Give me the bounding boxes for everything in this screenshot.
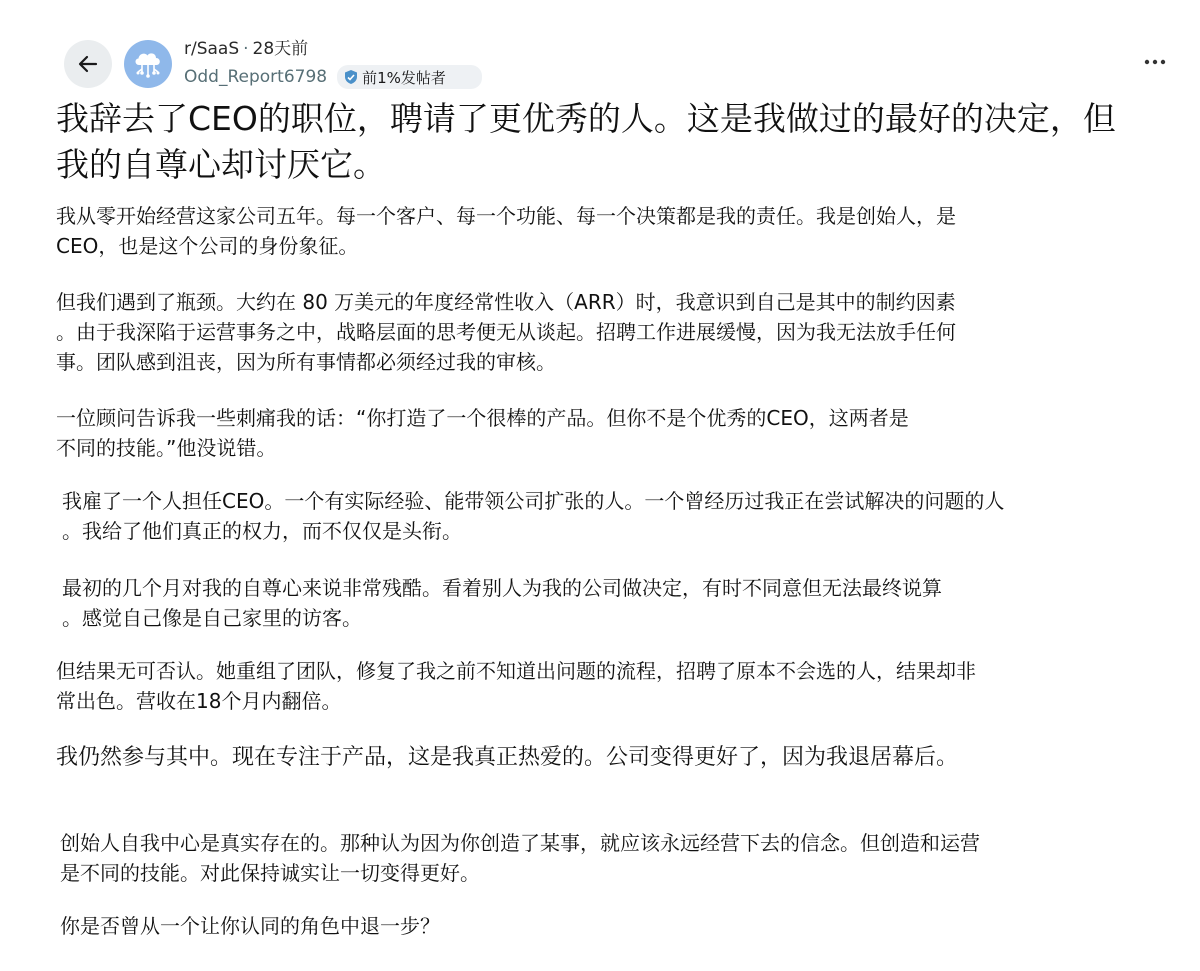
more-options-button[interactable] — [1140, 50, 1170, 74]
post-meta — [184, 38, 482, 89]
back-button[interactable] — [64, 40, 112, 88]
post-paragraph-8: 创始人自我中心是真实存在的。那种认为因为你创造了某事，就应该永远经营下去的信念。但创造和运营 是不同的技能。对此保持诚实让一切变得更好。 — [60, 831, 980, 885]
subreddit-link[interactable]: r/SaaS — [184, 39, 240, 59]
post-paragraph-4: 我雇了一个人担任CEO。一个有实际经验、能带领公司扩张的人。一个曾经历过我正在尝试解决的问题的人 。我给了他们真正的权力，而不仅仅是头衔。 — [62, 489, 1005, 543]
post-paragraph-5: 最初的几个月对我的自尊心来说非常残酷。看着别人为我的公司做决定，有时不同意但无法最终说算 。感觉自己像是自己家里的访客。 — [62, 576, 942, 630]
shield-badge-icon — [343, 69, 359, 85]
cloud-network-icon — [128, 44, 168, 84]
separator: · — [243, 39, 249, 59]
post-paragraph-7: 我仍然参与其中。现在专注于产品，这是我真正热爱的。公司变得更好了，因为我退居幕后。 — [56, 745, 959, 770]
post-time: 28天前 — [252, 39, 309, 59]
post-paragraph-1: 我从零开始经营这家公司五年。每一个客户、每一个功能、每一个决策都是我的责任。我是创始人，是 CEO，也是这个公司的身份象征。 — [56, 204, 956, 258]
arrow-left-icon — [76, 52, 100, 76]
post-paragraph-9: 你是否曾从一个让你认同的角色中退一步？ — [60, 914, 440, 938]
subreddit-avatar[interactable] — [124, 40, 172, 88]
more-horizontal-icon — [1144, 59, 1166, 65]
post-title: 我辞去了CEO的职位，聘请了更优秀的人。这是我做过的最好的决定，但我的自尊心却讨厌它。 — [56, 99, 1116, 184]
post-paragraph-2: 但我们遇到了瓶颈。大约在 80 万美元的年度经常性收入（ARR）时，我意识到自己是其中的制约因素 。由于我深陷于运营事务之中，战略层面的思考便无从谈起。招聘工作进展缓慢，因为我无法放手任何 事。团队感到沮丧，因为所有事情都必须经过我的审核。 — [56, 290, 956, 374]
author-link[interactable]: Odd_Report6798 — [184, 67, 328, 87]
post-paragraph-3: 一位顾问告诉我一些刺痛我的话：“你打造了一个很棒的产品。但你不是个优秀的CEO，这两者是 不同的技能。”他没说错。 — [56, 406, 909, 460]
author-line — [184, 65, 482, 89]
flair-label: 前1%发帖者 — [362, 68, 446, 87]
post-paragraph-6: 但结果无可否认。她重组了团队，修复了我之前不知道出问题的流程，招聘了原本不会选的人，结果却非 常出色。营收在18个月内翻倍。 — [56, 659, 976, 713]
user-flair — [337, 65, 482, 89]
meta-line — [184, 38, 482, 60]
